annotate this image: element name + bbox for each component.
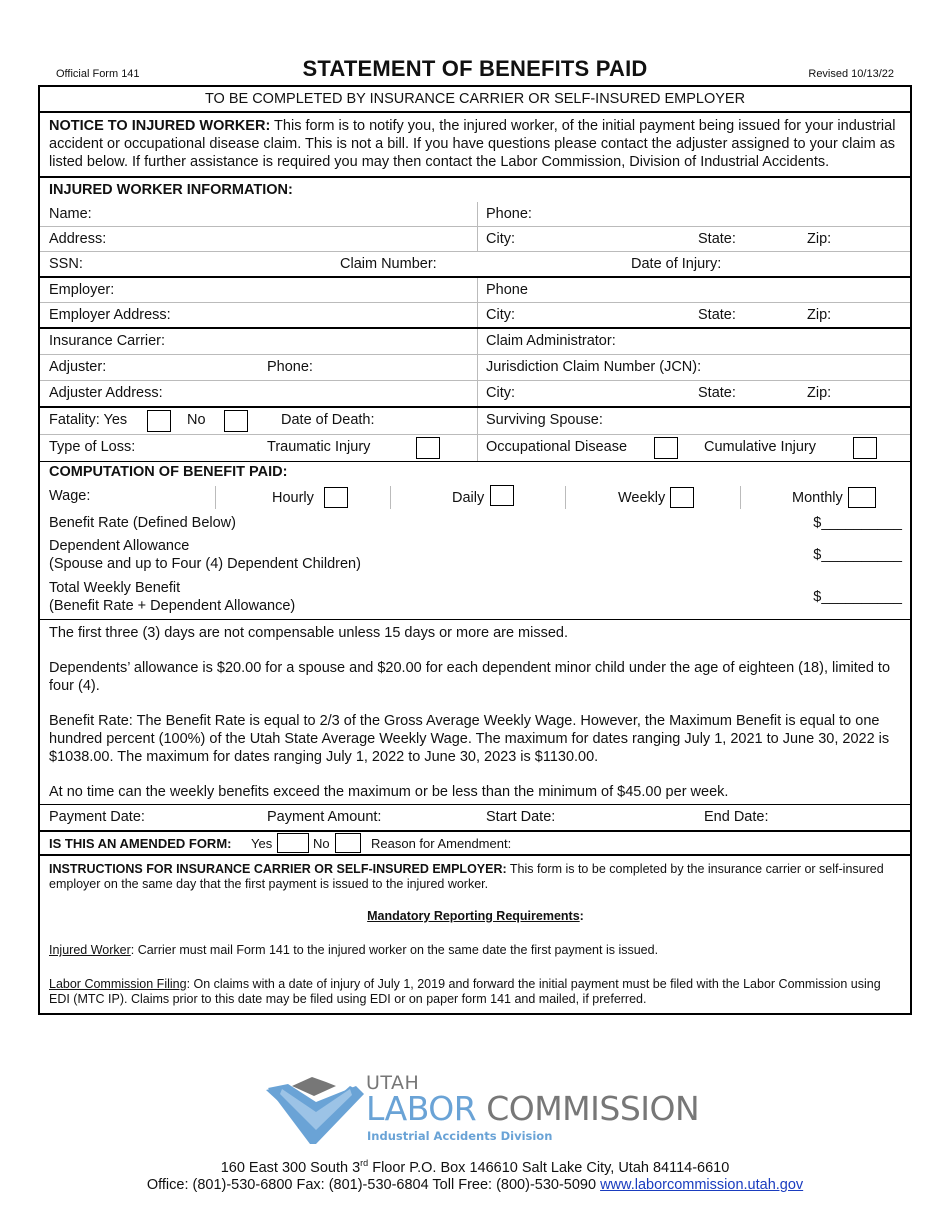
adjuster-phone-field[interactable]: Phone: (267, 359, 313, 375)
benefits-form (38, 85, 912, 1015)
worker-name-row (40, 202, 910, 226)
rule-waiting-period: The first three (3) days are not compensable unless 15 days or more are missed. (49, 625, 569, 641)
mandatory-reporting-heading: Mandatory Reporting Requirements (367, 909, 580, 923)
notice-text: This form is to notify you, the injured worker, of the initial payment being issued for your industrial accident or occupational disease claim. This is not a bill. If you have questions please contact the adjuster assigned to your claim as listed below. If further assistance is required you may then contact the Labor Commission, Division of Industrial Accidents. (49, 118, 896, 170)
banner: TO BE COMPLETED BY INSURANCE CARRIER OR SELF-INSURED EMPLOYER (204, 91, 746, 107)
notice-label: NOTICE TO INJURED WORKER: (49, 118, 271, 134)
weekly-checkbox[interactable] (670, 487, 694, 508)
worker-city-field[interactable]: City: (486, 231, 515, 247)
wage-row (40, 484, 910, 511)
injured-worker-requirement-label: Injured Worker (49, 943, 131, 957)
injured-worker-requirement-text: : Carrier must mail Form 141 to the injured worker on the same date the first payment is issued. (130, 943, 659, 957)
total-weekly-benefit-note: (Benefit Rate + Dependent Allowance) (49, 598, 296, 614)
worker-phone-field[interactable]: Phone: (486, 206, 532, 222)
instructions-section: INSTRUCTIONS FOR INSURANCE CARRIER OR SELF-INSURED EMPLOYER: This form is to be completed by the insurance carrier or self-insured employer on the same day that the first payment is issued to the injured worker. Mandatory Reporting Requirements: Injured Worker: Carrier must mail Form 141 to the injured worker on the same date the first payment is issued. Labor Commission Filing: On claims with a date of injury of July 1, 2019 and forward the initial payment must be filed with the Labor Commission using EDI (MTC IP). Claims prior to this date may be filed using EDI or on paper form 141 and mailed, if preferred. (40, 854, 910, 1013)
employer-section (40, 276, 910, 327)
amended-yes-label: Yes (251, 836, 273, 851)
cumulative-injury-checkbox[interactable] (853, 437, 877, 459)
instructions-label: INSTRUCTIONS FOR INSURANCE CARRIER OR SELF-INSURED EMPLOYER: (49, 862, 507, 876)
amended-no-checkbox[interactable] (335, 833, 361, 853)
occupational-disease-checkbox[interactable] (654, 437, 678, 459)
traumatic-injury-label: Traumatic Injury (267, 439, 371, 455)
occupational-disease-label: Occupational Disease (486, 439, 628, 455)
banner-section (40, 87, 910, 111)
employer-phone-field[interactable]: Phone (486, 282, 528, 298)
page-title: STATEMENT OF BENEFITS PAID (302, 56, 648, 81)
dependent-allowance-amount[interactable]: $__________ (813, 547, 902, 563)
fatality-yes-checkbox[interactable] (147, 410, 171, 432)
employer-address-field[interactable]: Employer Address: (49, 307, 171, 323)
logo-commission-text: COMMISSION (486, 1089, 700, 1128)
website-link[interactable]: www.laborcommission.utah.gov (600, 1177, 804, 1193)
daily-label: Daily (452, 490, 485, 506)
notice-section (40, 111, 910, 176)
logo-utah-text: UTAH (366, 1072, 420, 1094)
claim-administrator-field[interactable]: Claim Administrator: (486, 333, 616, 349)
carrier-section (40, 327, 910, 406)
date-of-death-field[interactable]: Date of Death: (281, 412, 375, 428)
fatality-section (40, 406, 910, 461)
insurance-carrier-field[interactable]: Insurance Carrier: (49, 333, 166, 349)
claim-number-field[interactable]: Claim Number: (340, 256, 437, 272)
rule-minimum-maximum: At no time can the weekly benefits exceed the maximum or be less than the minimum of $45.00 per week. (49, 784, 729, 800)
adjuster-zip-field[interactable]: Zip: (807, 385, 832, 401)
total-weekly-benefit-label: Total Weekly Benefit (49, 580, 181, 596)
adjuster-city-field[interactable]: City: (486, 385, 515, 401)
form-number: Official Form 141 (56, 68, 140, 80)
ssn-field[interactable]: SSN: (49, 256, 83, 272)
worker-section (40, 176, 910, 276)
logo-division-text: Industrial Accidents Division (367, 1129, 553, 1143)
type-of-loss-label: Type of Loss: (49, 439, 136, 455)
dependent-allowance-label: Dependent Allowance (49, 538, 190, 554)
labor-commission-logo (266, 1072, 700, 1150)
fatality-no-checkbox[interactable] (224, 410, 248, 432)
adjuster-address-field[interactable]: Adjuster Address: (49, 385, 163, 401)
traumatic-injury-checkbox[interactable] (416, 437, 440, 459)
payment-section (40, 804, 910, 830)
employer-state-field[interactable]: State: (698, 307, 736, 323)
payment-date-field[interactable]: Payment Date: (49, 809, 145, 825)
footer-contact: Office: (801)-530-6800 Fax: (801)-530-6804 Toll Free: (800)-530-5090 www.laborcommission.utah.gov (146, 1177, 804, 1193)
cumulative-injury-label: Cumulative Injury (704, 439, 817, 455)
logo-labor-text: LABOR (366, 1089, 477, 1128)
reason-for-amendment-field[interactable]: Reason for Amendment: (371, 836, 512, 851)
start-date-field[interactable]: Start Date: (486, 809, 556, 825)
benefit-rate-amount[interactable]: $__________ (813, 515, 902, 531)
adjuster-state-field[interactable]: State: (698, 385, 736, 401)
amended-label: IS THIS AN AMENDED FORM: (49, 836, 232, 851)
computation-heading: COMPUTATION OF BENEFIT PAID: (49, 464, 288, 480)
name-field[interactable]: Name: (49, 206, 92, 222)
fatality-no-label: No (187, 412, 206, 428)
amended-no-label: No (313, 836, 330, 851)
jcn-field[interactable]: Jurisdiction Claim Number (JCN): (486, 359, 702, 375)
amended-section (40, 830, 910, 854)
revised-date: Revised 10/13/22 (808, 68, 894, 80)
daily-checkbox[interactable] (490, 485, 514, 506)
end-date-field[interactable]: End Date: (704, 809, 769, 825)
employer-city-field[interactable]: City: (486, 307, 515, 323)
payment-amount-field[interactable]: Payment Amount: (267, 809, 382, 825)
footer-address: 160 East 300 South 3rd Floor P.O. Box 146610 Salt Lake City, Utah 84114-6610 (220, 1158, 730, 1176)
instructions-text: This form is to be completed by the insurance carrier or self-insured employer on the same day that the first payment is issued to the injured worker. (49, 862, 884, 891)
rules-section (40, 619, 910, 804)
rule-dependents: Dependents’ allowance is $20.00 for a spouse and $20.00 for each dependent minor child under the age of eighteen (18), limited to four (4). (49, 660, 891, 694)
hourly-label: Hourly (272, 490, 314, 506)
weekly-label: Weekly (618, 490, 666, 506)
worker-zip-field[interactable]: Zip: (807, 231, 832, 247)
wage-label: Wage: (49, 488, 91, 504)
worker-address-row (40, 226, 910, 251)
benefit-rate-label: Benefit Rate (Defined Below) (49, 515, 236, 531)
employer-zip-field[interactable]: Zip: (807, 307, 832, 323)
filing-requirement-text: : On claims with a date of injury of July 1, 2019 and forward the initial payment must be filed with the Labor Commission using EDI (MTC IP). Claims prior to this date may be filed using EDI or on paper form 141 and mailed, if preferred. (49, 977, 881, 1006)
worker-heading: INJURED WORKER INFORMATION: (49, 182, 293, 198)
hourly-checkbox[interactable] (324, 487, 348, 508)
rule-benefit-rate: Benefit Rate: The Benefit Rate is equal to 2/3 of the Gross Average Weekly Wage. However, the Maximum Benefit is equal to one hundred percent (100%) of the Utah State Average Weekly Wage. The maximum for dates ranging July 1, 2021 to June 30, 2022 is $1038.00. The maximum for dates ranging July 1, 2022 to June 30, 2023 is $1130.00. (49, 713, 890, 765)
surviving-spouse-field[interactable]: Surviving Spouse: (486, 412, 603, 428)
employer-field[interactable]: Employer: (49, 282, 115, 298)
fatality-yes-label: Fatality: Yes (49, 412, 128, 428)
form-header (38, 56, 912, 84)
monthly-label: Monthly (792, 490, 843, 506)
total-weekly-benefit-amount[interactable]: $__________ (813, 589, 902, 605)
date-of-injury-field[interactable]: Date of Injury: (631, 256, 722, 272)
dependent-allowance-note: (Spouse and up to Four (4) Dependent Children) (49, 556, 361, 572)
monthly-checkbox[interactable] (848, 487, 876, 508)
amended-yes-checkbox[interactable] (277, 833, 309, 853)
filing-requirement-label: Labor Commission Filing (49, 977, 187, 991)
worker-ssn-row (40, 251, 910, 276)
worker-state-field[interactable]: State: (698, 231, 736, 247)
adjuster-field[interactable]: Adjuster: (49, 359, 107, 375)
address-field[interactable]: Address: (49, 231, 107, 247)
computation-section (40, 461, 910, 619)
